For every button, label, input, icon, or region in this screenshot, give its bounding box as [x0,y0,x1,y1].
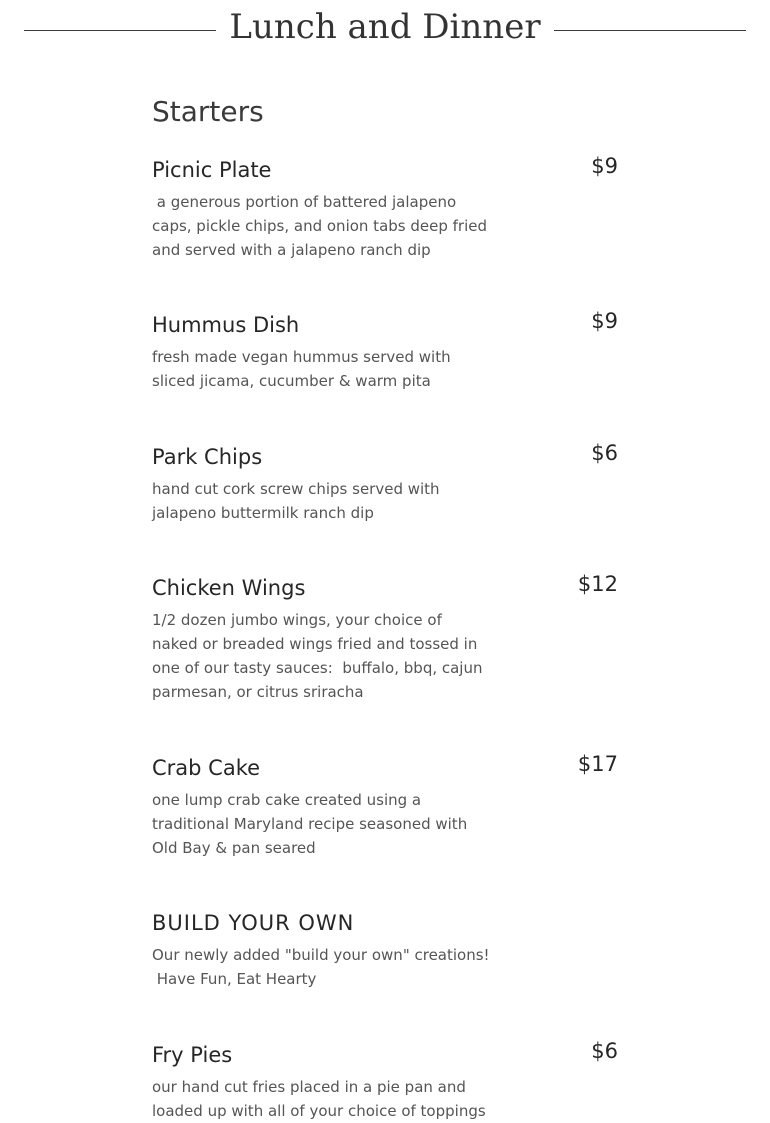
menu-item-park-chips [152,443,622,525]
menu-item-picnic-plate [152,156,622,262]
menu-content [152,92,622,1120]
item-price: $6 [591,1039,618,1063]
item-price: $6 [591,441,618,465]
item-name: Fry Pies [152,1043,233,1067]
menu-item-crab-cake [152,754,622,860]
item-name: Park Chips [152,445,263,469]
item-name: Hummus Dish [152,313,300,337]
item-description: hand cut cork screw chips served with jalapeno buttermilk ranch dip [152,480,445,522]
item-description: fresh made vegan hummus served with sliced jicama, cucumber & warm pita [152,348,456,390]
subhead-title: BUILD YOUR OWN [152,911,355,935]
item-description: 1/2 dozen jumbo wings, your choice of naked or breaded wings fried and tossed in one of our tasty sauces: buffalo, bbq, cajun parmesan, or citrus sriracha [152,611,488,701]
item-description: our hand cut fries placed in a pie pan and loaded up with all of your choice of toppings [152,1078,486,1120]
header-rule-left [24,30,216,31]
subhead-description: Our newly added "build your own" creations! Have Fun, Eat Hearty [152,946,490,988]
item-name: Crab Cake [152,756,261,780]
item-name: Picnic Plate [152,158,272,182]
page-title: Lunch and Dinner [229,7,541,47]
item-price: $9 [591,309,618,333]
menu-item-chicken-wings [152,574,622,704]
item-price: $12 [577,572,618,596]
item-description: a generous portion of battered jalapeno caps, pickle chips, and onion tabs deep fried and served with a jalapeno ranch dip [152,193,492,259]
header-rule-right [554,30,746,31]
section-title-starters: Starters [152,95,264,128]
section-build-your-own [152,909,622,991]
item-name: Chicken Wings [152,576,306,600]
page-header [0,0,770,60]
menu-item-hummus-dish [152,311,622,393]
item-description: one lump crab cake created using a traditional Maryland recipe seasoned with Old Bay & pan seared [152,791,472,857]
item-price: $9 [591,154,618,178]
item-price: $17 [577,752,618,776]
menu-item-fry-pies [152,1041,622,1123]
